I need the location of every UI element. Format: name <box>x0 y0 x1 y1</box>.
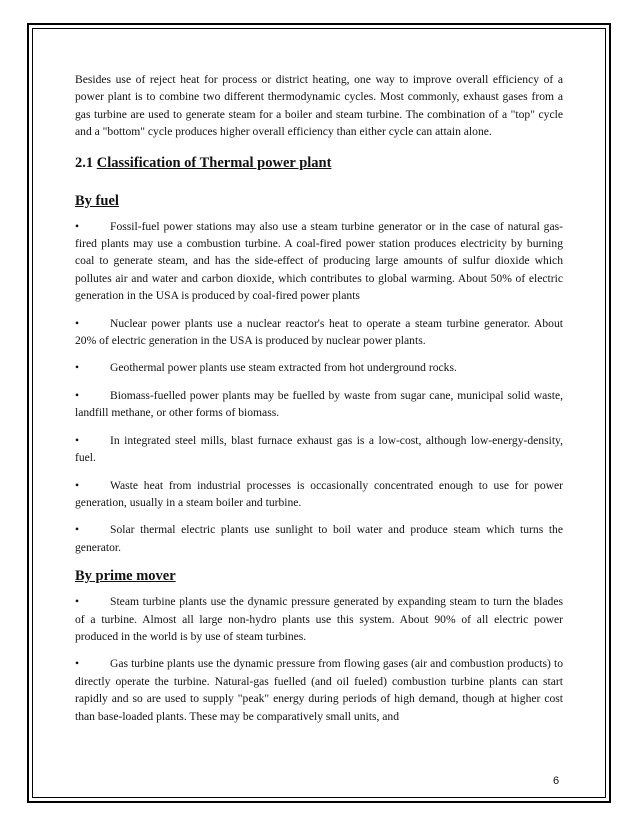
list-item: • Fossil-fuel power stations may also use a steam turbine generator or in the case of natural gas-fired plants may use a combustion turbine. A coal-fired power station produces electricity by burning coal to generate steam, and has the side-effect of producing large amounts of sulfur dioxide which pollutes air and water and carbon dioxide, which contributes to global warming. About 50% of electric generation in the USA is produced by coal-fired power plants <box>75 219 563 303</box>
by-fuel-heading: By fuel <box>75 192 119 209</box>
list-item: • Steam turbine plants use the dynamic pressure generated by expanding steam to turn the blades of a turbine. Almost all large non-hydro plants use this system. About 90% of all electric power produced in the world is by use of steam turbines. <box>75 595 563 643</box>
list-item: • Waste heat from industrial processes is occasionally concentrated enough to use for power generation, usually in a steam boiler and turbine. <box>75 478 563 509</box>
bullet-icon: • <box>75 361 80 375</box>
section-number: 2.1 <box>75 154 94 171</box>
bullet-icon: • <box>75 316 80 330</box>
page-number: 6 <box>553 775 560 787</box>
intro-paragraph: Besides use of reject heat for process or district heating, one way to improve overall efficiency of a power plant is to combine two different thermodynamic cycles. Most commonly, exhaust gases from a gas turbine are used to generate steam for a boiler and steam turbine. The combination of a "top" cycle and a "bottom" cycle produces higher overall efficiency than either cycle can attain alone. <box>75 73 563 139</box>
list-item: • Solar thermal electric plants use sunlight to boil water and produce steam which turns the generator. <box>75 523 563 554</box>
list-item: • Geothermal power plants use steam extracted from hot underground rocks. <box>75 359 563 376</box>
bullet-icon: • <box>75 388 80 402</box>
list-item: • Biomass-fuelled power plants may be fuelled by waste from sugar cane, municipal solid waste, landfill methane, or other forms of biomass. <box>75 388 563 420</box>
list-item: • Gas turbine plants use the dynamic pressure from flowing gases (air and combustion products) to directly operate the turbine. Natural-gas fuelled (and oil fueled) combustion turbine plants can start rapidly and so are used to supply "peak" energy during periods of high demand, though at higher cost than base-loaded plants. These may be comparatively small units, and <box>75 657 563 723</box>
section-title: Classification of Thermal power plant <box>96 154 332 171</box>
page-content <box>75 71 563 735</box>
bullet-icon: • <box>75 595 80 609</box>
by-prime-mover-list <box>75 593 563 725</box>
list-item: • Nuclear power plants use a nuclear reactor's heat to operate a steam turbine generator. About 20% of electric generation in the USA is produced by nuclear power plants. <box>75 316 563 348</box>
bullet-icon: • <box>75 219 80 233</box>
list-item: • In integrated steel mills, blast furnace exhaust gas is a low-cost, although low-energy-density, fuel. <box>75 433 563 465</box>
bullet-icon: • <box>75 478 80 492</box>
by-prime-mover-heading: By prime mover <box>75 568 176 585</box>
section-heading <box>75 153 563 173</box>
bullet-icon: • <box>75 433 80 447</box>
bullet-icon: • <box>75 523 80 537</box>
by-fuel-list <box>75 218 563 557</box>
bullet-icon: • <box>75 657 80 671</box>
